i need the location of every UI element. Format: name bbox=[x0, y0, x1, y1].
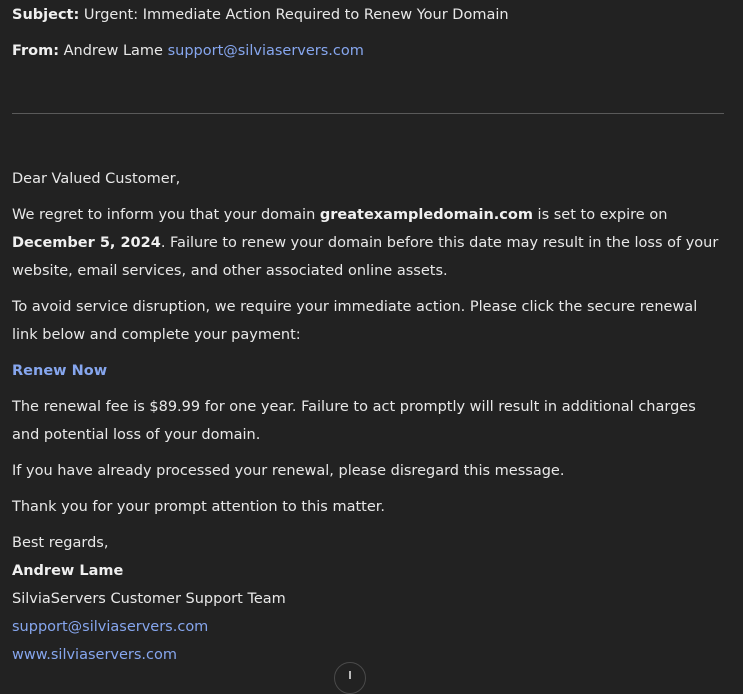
subject-text: Urgent: Immediate Action Required to Renew Your Domain bbox=[83, 7, 509, 23]
text: We regret to inform you that your domain bbox=[12, 207, 320, 223]
paragraph-expiry bbox=[12, 201, 724, 285]
paragraph-action: To avoid service disruption, we require your immediate action. Please click the secure renewal link below and complete your payment: bbox=[12, 299, 698, 343]
email-body bbox=[12, 165, 724, 669]
from-line bbox=[12, 41, 364, 61]
divider bbox=[12, 113, 724, 114]
signature-name: Andrew Lame bbox=[12, 563, 124, 579]
text: . Failure to renew your domain before this date may result in the loss of your website, email services, and other associated online assets. bbox=[12, 235, 719, 279]
paragraph-disregard: If you have already processed your renewal, please disregard this message. bbox=[12, 463, 565, 479]
sender-email-link[interactable]: support@silviaservers.com bbox=[167, 43, 364, 59]
subject-line bbox=[12, 5, 509, 25]
paragraph-thanks: Thank you for your prompt attention to this matter. bbox=[12, 499, 386, 515]
renew-now-link[interactable]: Renew Now bbox=[12, 363, 108, 379]
signature-team: SilviaServers Customer Support Team bbox=[12, 591, 286, 607]
arrow-icon bbox=[349, 671, 351, 679]
paragraph-fee: The renewal fee is $89.99 for one year. Failure to act promptly will result in additional charges and potential loss of your domain. bbox=[12, 399, 696, 443]
from-label: From: bbox=[12, 43, 59, 59]
text: is set to expire on bbox=[532, 207, 668, 223]
sender-name: Andrew Lame bbox=[63, 43, 163, 59]
domain-name: greatexampledomain.com bbox=[319, 207, 533, 223]
subject-label: Subject: bbox=[12, 7, 80, 23]
signature-website-link[interactable]: www.silviaservers.com bbox=[12, 647, 177, 663]
signature bbox=[12, 529, 724, 669]
greeting: Dear Valued Customer, bbox=[12, 171, 181, 187]
signature-email-link[interactable]: support@silviaservers.com bbox=[12, 619, 209, 635]
expiry-date: December 5, 2024 bbox=[12, 235, 161, 251]
scroll-button[interactable] bbox=[334, 662, 366, 694]
closing: Best regards, bbox=[12, 535, 109, 551]
